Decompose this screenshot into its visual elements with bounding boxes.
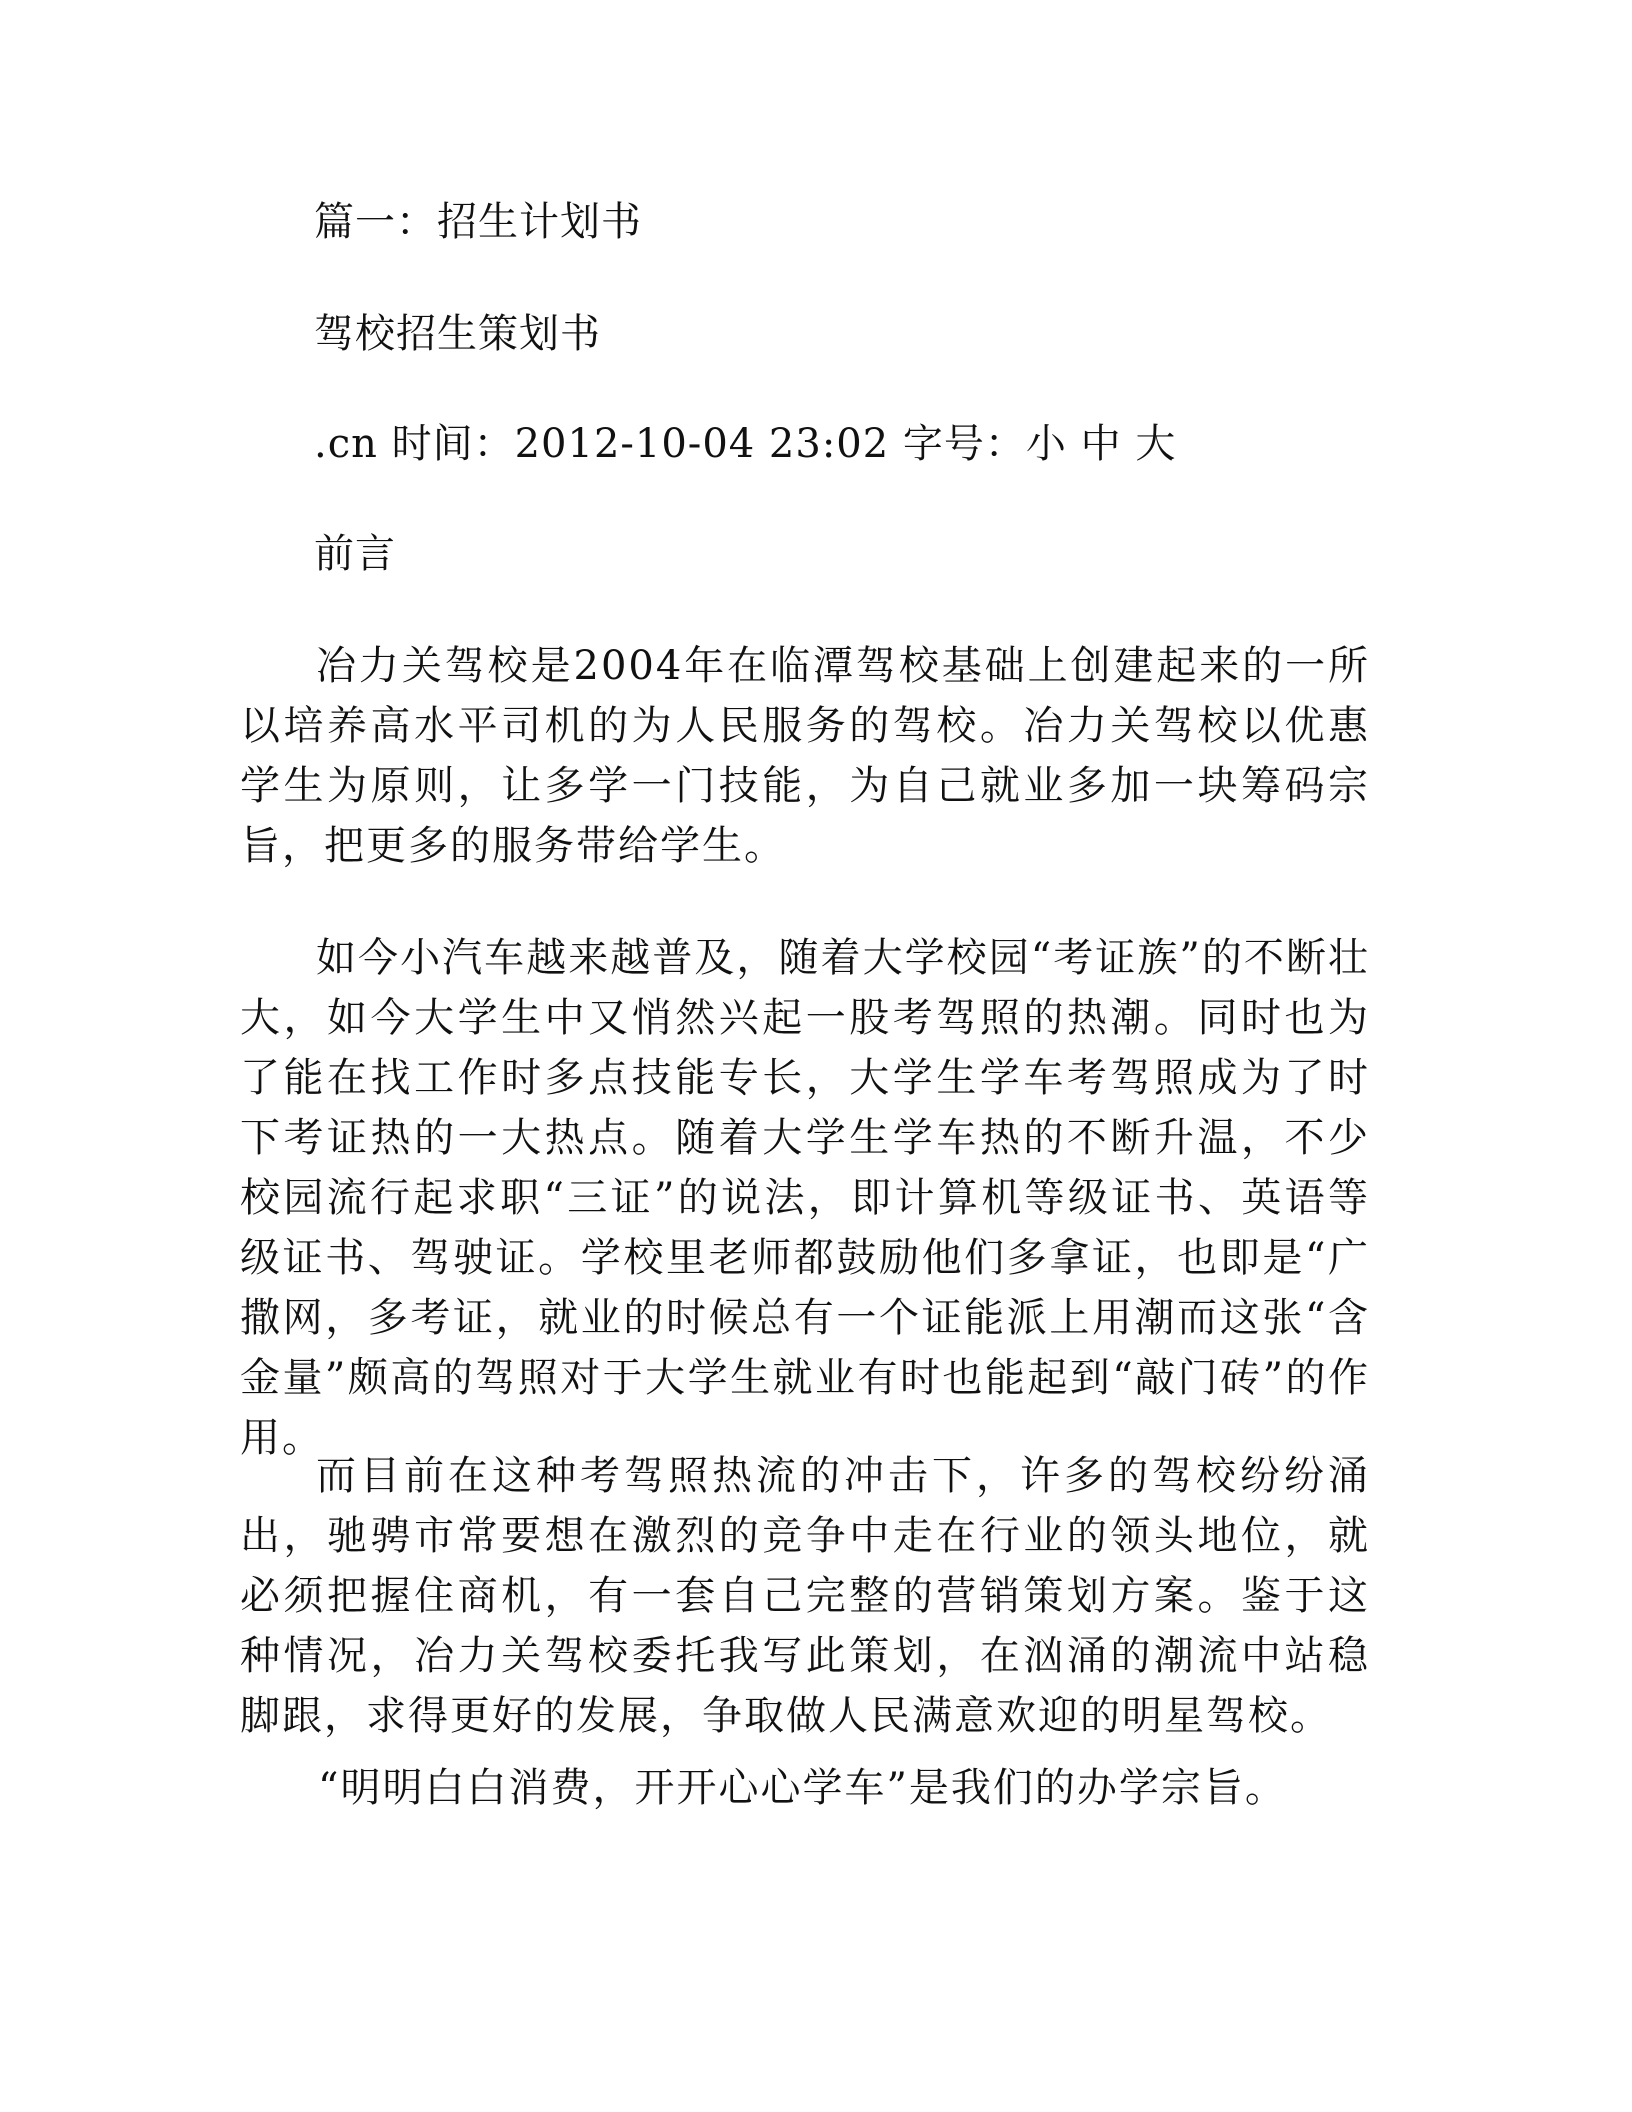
paragraph-background: 如今小汽车越来越普及，随着大学校园“考证族”的不断壮大，如今大学生中又悄然兴起一股考驾照的热潮。同时也为了能在找工作时多点技能专长，大学生学车考驾照成为了时下考证热的一大热点。随着大学生学车热的不断升温，不少校园流行起求职“三证”的说法，即计算机等级证书、英语等级证书、驾驶证。学校里老师都鼓励他们多拿证，也即是“广撒网，多考证，就业的时候总有一个证能派上用潮而这张“含金量”颇高的驾照对于大学生就业有时也能起到“敲门砖”的作用。: [240, 935, 1370, 1461]
document-title: 驾校招生策划书: [314, 311, 601, 357]
part-title: 篇一：招生计划书: [314, 199, 642, 245]
paragraph-intro: 冶力关驾校是2004年在临潭驾校基础上创建起来的一所以培养高水平司机的为人民服务的驾校。冶力关驾校以优惠学生为原则，让多学一门技能，为自己就业多加一块筹码宗旨，把更多的服务带给学生。: [240, 643, 1370, 869]
motto-line: “明明白白消费，开开心心学车”是我们的办学宗旨。: [318, 1765, 1287, 1811]
preface-heading: 前言: [314, 531, 396, 577]
paragraph-market: 而目前在这种考驾照热流的冲击下，许多的驾校纷纷涌出，驰骋市常要想在激烈的竞争中走在行业的领头地位，就必须把握住商机，有一套自己完整的营销策划方案。鉴于这种情况，冶力关驾校委托我写此策划，在汹涌的潮流中站稳脚跟，求得更好的发展，争取做人民满意欢迎的明星驾校。: [240, 1453, 1370, 1739]
meta-line: .cn 时间：2012-10-04 23:02 字号：小 中 大: [314, 421, 1177, 467]
